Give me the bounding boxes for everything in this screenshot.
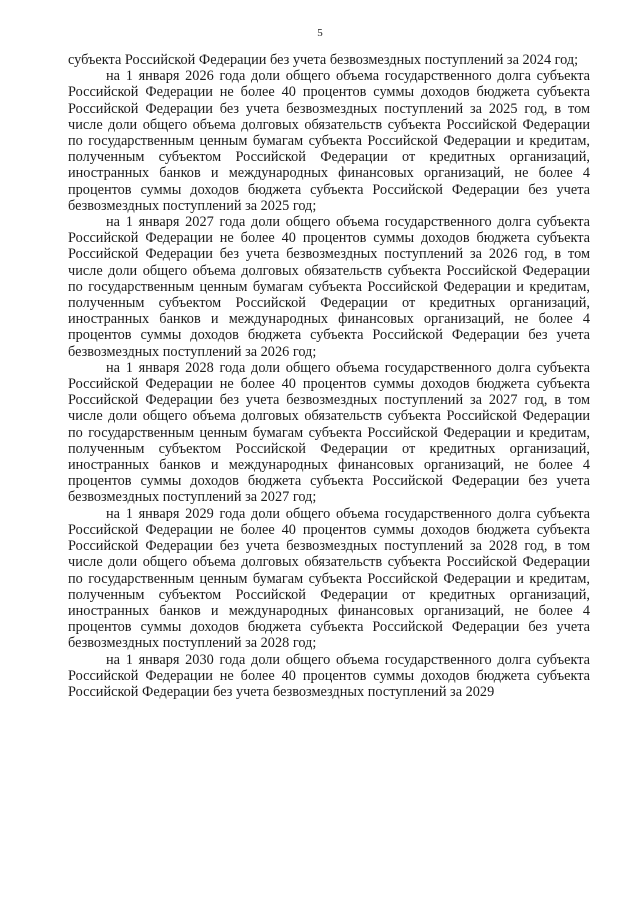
- page-number: 5: [317, 27, 323, 39]
- document-body: [68, 52, 590, 700]
- paragraph-2028: на 1 января 2028 года доли общего объема государственного долга субъекта Российской Федерации не более 40 процентов суммы доходов бюджета субъекта Российской Федерации без учета безвозмездных поступлений за 2027 год, в том числе доли общего объема долговых обязательств субъекта Российской Федерации по государственным ценным бумагам субъекта Российской Федерации и кредитам, полученным субъектом Российской Федерации от кредитных организаций, иностранных банков и международных финансовых организаций, не более 4 процентов суммы доходов бюджета субъекта Российской Федерации без учета безвозмездных поступлений за 2027 год;: [68, 359, 590, 506]
- paragraph-2029: на 1 января 2029 года доли общего объема государственного долга субъекта Российской Федерации не более 40 процентов суммы доходов бюджета субъекта Российской Федерации без учета безвозмездных поступлений за 2028 год, в том числе доли общего объема долговых обязательств субъекта Российской Федерации по государственным ценным бумагам субъекта Российской Федерации и кредитам, полученным субъектом Российской Федерации от кредитных организаций, иностранных банков и международных финансовых организаций, не более 4 процентов суммы доходов бюджета субъекта Российской Федерации без учета безвозмездных поступлений за 2028 год;: [68, 505, 590, 652]
- paragraph-continuation: субъекта Российской Федерации без учета безвозмездных поступлений за 2024 год;: [68, 52, 579, 68]
- paragraph-2030: на 1 января 2030 года доли общего объема государственного долга субъекта Российской Федерации не более 40 процентов суммы доходов бюджета субъекта Российской Федерации без учета безвозмездных поступлений за 2029: [68, 651, 590, 700]
- paragraph-2026: на 1 января 2026 года доли общего объема государственного долга субъекта Российской Федерации не более 40 процентов суммы доходов бюджета субъекта Российской Федерации без учета безвозмездных поступлений за 2025 год, в том числе доли общего объема долговых обязательств субъекта Российской Федерации по государственным ценным бумагам субъекта Российской Федерации и кредитам, полученным субъектом Российской Федерации от кредитных организаций, иностранных банков и международных финансовых организаций, не более 4 процентов суммы доходов бюджета субъекта Российской Федерации без учета безвозмездных поступлений за 2025 год;: [68, 68, 590, 214]
- paragraph-2027: на 1 января 2027 года доли общего объема государственного долга субъекта Российской Федерации не более 40 процентов суммы доходов бюджета субъекта Российской Федерации без учета безвозмездных поступлений за 2026 год, в том числе доли общего объема долговых обязательств субъекта Российской Федерации по государственным ценным бумагам субъекта Российской Федерации и кредитам, полученным субъектом Российской Федерации от кредитных организаций, иностранных банков и международных финансовых организаций, не более 4 процентов суммы доходов бюджета субъекта Российской Федерации без учета безвозмездных поступлений за 2026 год;: [68, 214, 590, 360]
